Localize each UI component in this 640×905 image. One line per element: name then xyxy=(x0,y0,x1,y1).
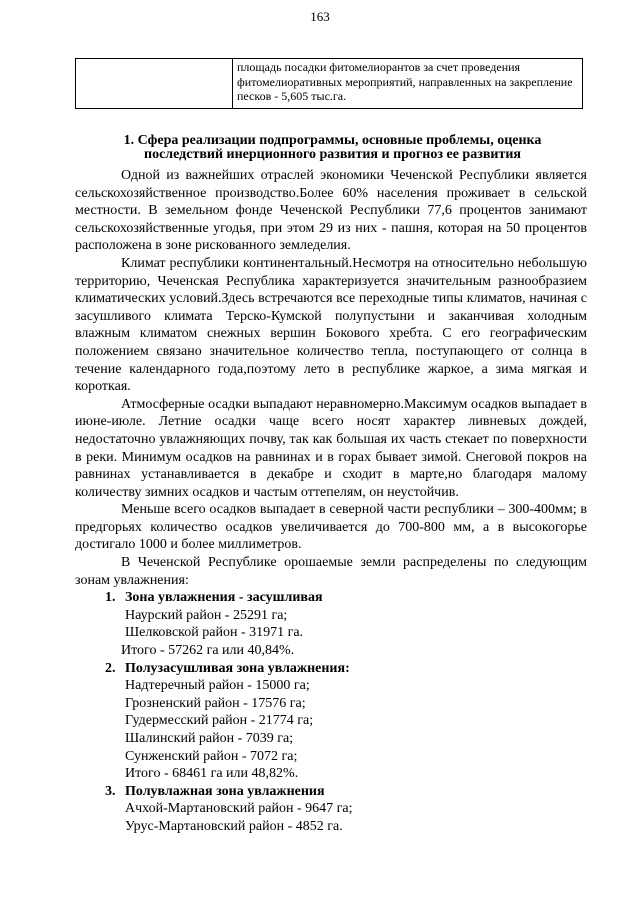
zone-title xyxy=(75,660,587,678)
table-cell-empty xyxy=(76,59,233,109)
paragraph-precipitation-distribution: Меньше всего осадков выпадает в северной части республики – 300-400мм; в предгорьях количество осадков увеличивается до 700-800 мм, а в высокогорье достигало 1000 и более миллиметров. xyxy=(75,502,587,553)
list-item: Шалинский район - 7039 га; xyxy=(125,731,294,746)
paragraph-economy: Одной из важнейших отраслей экономики Чеченской Республики является сельскохозяйственное производство.Более 60% населения проживает в сельской местности. В земельном фонде Чеченской Республики 77,6 процентов занимают сельскохозяйственные угодья, при этом 29 из них - пашня, которая на 50 процентов расположена в зоне рискованного земледелия. xyxy=(75,168,587,254)
list-item: Надтеречный район - 15000 га; xyxy=(125,678,310,694)
paragraph-precipitation: Атмосферные осадки выпадают неравномерно.Максимум осадков выпадает в июне-июле. Летние осадки чаще всего носят характер ливневых дождей, недостаточно увлажняющих почву, так как большая их часть стекает по поверхности в реки. Минимум осадков на равнинах и в горах бывает зимой. Снеговой покров на равнинах устанавливается в декабре и сходит в марте,но благодаря малому количеству зимних осадков и частым оттепелям, он неустойчив. xyxy=(75,396,587,500)
section-heading-line1: 1. Сфера реализации подпрограммы, основные проблемы, оценка xyxy=(123,133,542,148)
list-item-total: Итого - 57262 га или 40,84%. xyxy=(121,643,295,659)
table-cell-text: площадь посадки фитомелиорантов за счет проведения фитомелиоративных мероприятий, направленных на закрепление песков - 5,605 тыс.га. xyxy=(233,59,583,109)
zone-title-text: Полувлажная зона увлажнения xyxy=(125,783,325,799)
section-heading xyxy=(95,134,570,162)
document-body xyxy=(75,167,587,836)
zone-title-text: Зона увлажнения - засушливая xyxy=(125,590,323,606)
list-item: Гудермесский район - 21774 га; xyxy=(125,713,314,729)
list-item: Грозненский район - 17576 га; xyxy=(125,695,306,711)
list-item: Урус-Мартановский район - 4852 га. xyxy=(125,818,343,834)
continuation-table xyxy=(75,58,583,109)
zone-title-text: Полузасушливая зона увлажнения: xyxy=(125,660,350,676)
zone-semi-humid xyxy=(75,783,587,836)
list-item: Наурский район - 25291 га; xyxy=(125,607,288,623)
list-item: Шелковской район - 31971 га. xyxy=(125,625,304,641)
list-item: Ачхой-Мартановский район - 9647 га; xyxy=(125,801,353,817)
list-item: Сунженский район - 7072 га; xyxy=(125,748,298,764)
paragraph-irrigation-intro: В Чеченской Республике орошаемые земли распределены по следующим зонам увлажнения: xyxy=(75,555,587,588)
section-heading-line2: последствий инерционного развития и прогноз ее развития xyxy=(144,147,521,162)
zone-number: 1. xyxy=(105,590,116,606)
zone-title xyxy=(75,783,587,801)
table-row xyxy=(76,59,583,109)
zone-number: 3. xyxy=(105,783,116,799)
zone-arid xyxy=(75,589,587,659)
page-number: 163 xyxy=(310,9,330,24)
zone-number: 2. xyxy=(105,660,116,676)
humidity-zones-list xyxy=(75,589,587,835)
zone-semi-arid xyxy=(75,660,587,783)
paragraph-climate: Климат республики континентальный.Несмотря на относительно небольшую территорию, Чеченская Республика характеризуется значительным разнообразием климатических условий.Здесь встречаются все переходные типы климатов, начиная с засушливого климата Терско-Кумской полупустыни и заканчивая холодным влажным климатом снежных вершин Бокового хребта. С его географическим положением связано значительное количество тепла, поступающего от солнца в течение календарного года,поэтому лето в республике жаркое, а зима мягкая и короткая. xyxy=(75,255,587,395)
list-item-total: Итого - 68461 га или 48,82%. xyxy=(125,766,299,782)
zone-title xyxy=(75,589,587,607)
